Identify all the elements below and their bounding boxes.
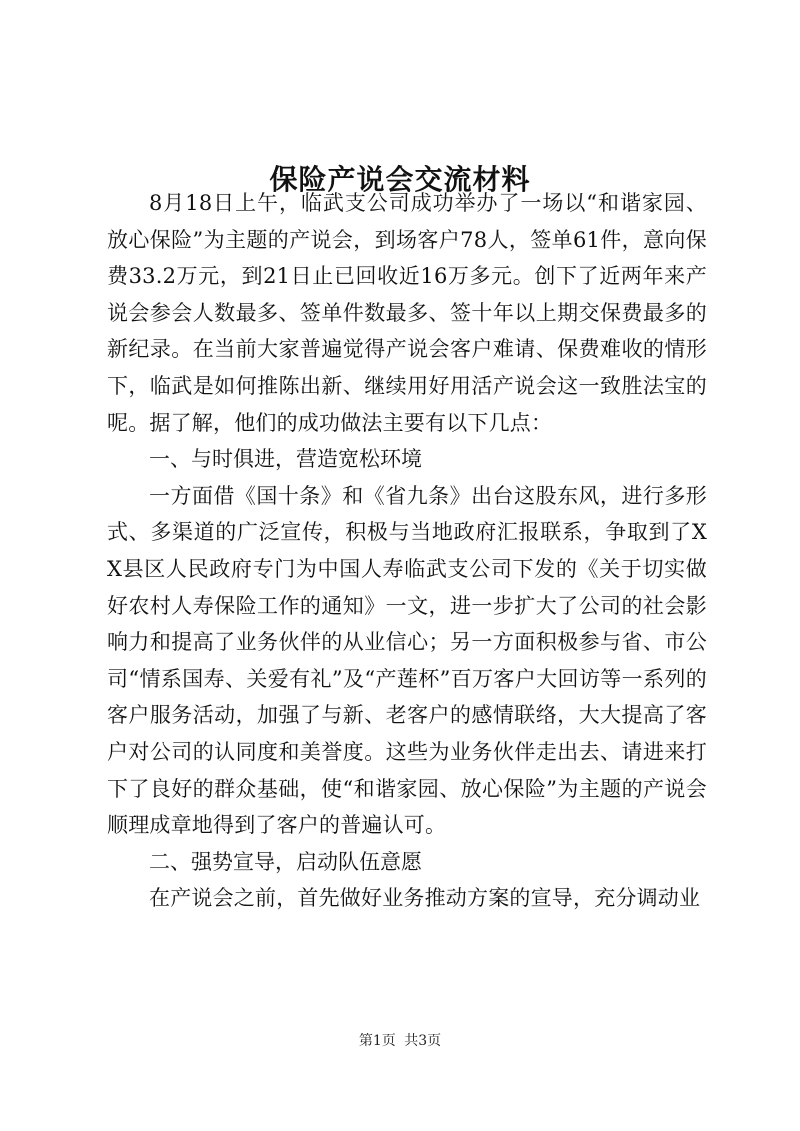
section-heading-1: 一、与时俱进，营造宽松环境 — [149, 447, 422, 472]
page-total: 共3页 — [404, 1033, 442, 1049]
document-body — [107, 185, 707, 917]
paragraph-section-2: 在产说会之前，首先做好业务推动方案的宣导，充分调动业 — [149, 886, 701, 911]
paragraph-intro: 8月18日上午，临武支公司成功举办了一场以“和谐家园、放心保险”为主题的产说会，到场客户78人，签单61件，意向保费33.2万元，到21日止已回收近16万多元。创下了近两年来产说会参会人数最多、签单件数最多、签十年以上期交保费最多的新纪录。在当前大家普遍觉得产说会客户难请、保费难收的情形下，临武是如何推陈出新、继续用好用活产说会这一致胜法宝的呢。据了解，他们的成功做法主要有以下几点： — [107, 191, 707, 435]
page-footer — [0, 1031, 800, 1051]
document-title: 保险产说会交流材料 — [269, 162, 531, 196]
section-heading-2: 二、强势宣导，启动队伍意愿 — [149, 849, 422, 874]
page-number: 第1页 — [358, 1033, 396, 1049]
paragraph-section-1: 一方面借《国十条》和《省九条》出台这股东风，进行多形式、多渠道的广泛宣传，积极与当地政府汇报联系，争取到了XX县区人民政府专门为中国人寿临武支公司下发的《关于切实做好农村人寿保险工作的通知》一文，进一步扩大了公司的社会影响力和提高了业务伙伴的从业信心；另一方面积极参与省、市公司“情系国寿、关爱有礼”及“产莲杯”百万客户大回访等一系列的客户服务活动，加强了与新、老客户的感情联络，大大提高了客户对公司的认同度和美誉度。这些为业务伙伴走出去、请进来打下了良好的群众基础，使“和谐家园、放心保险”为主题的产说会顺理成章地得到了客户的普遍认可。 — [107, 483, 707, 838]
